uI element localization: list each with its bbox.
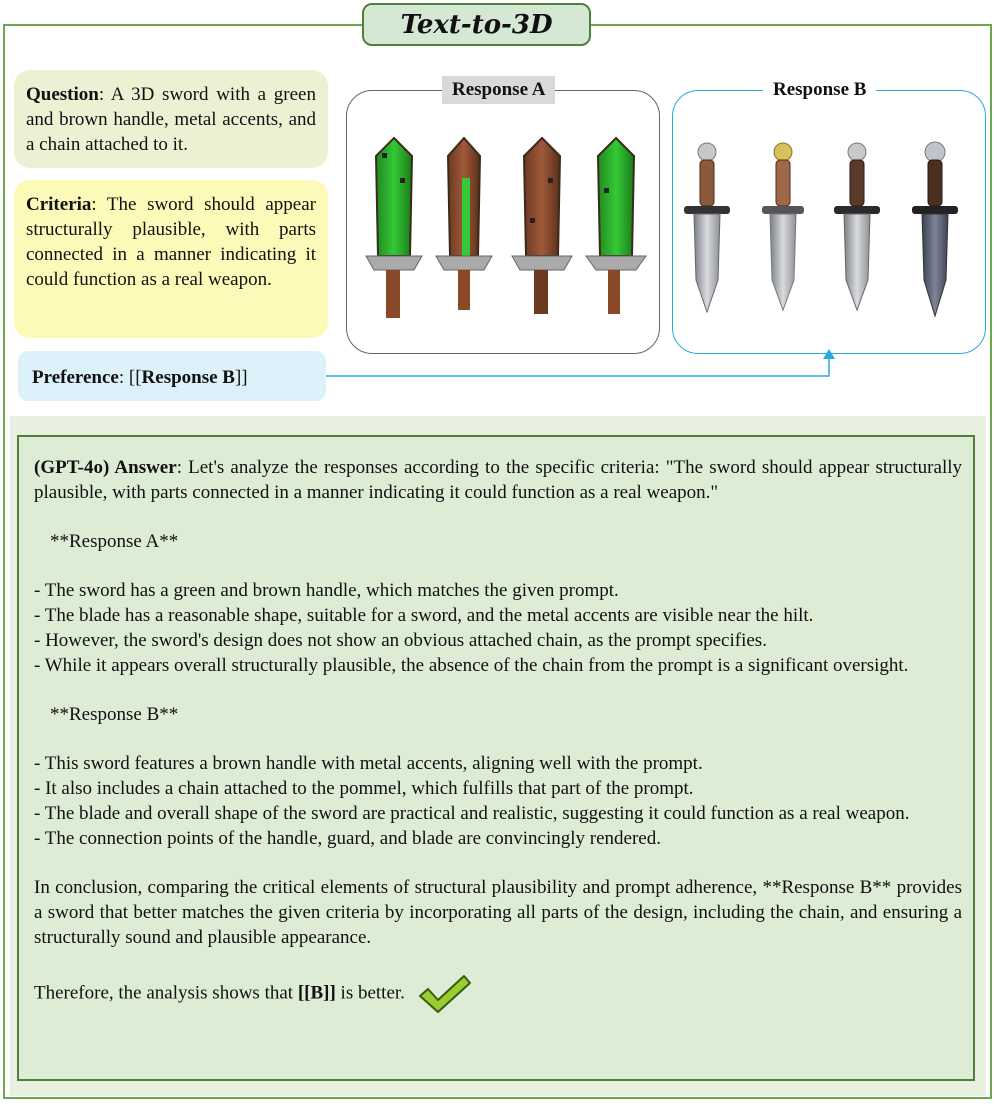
checkmark-icon [418,974,472,1014]
response-a-point: - The sword has a green and brown handle, which matches the given prompt. [34,580,619,601]
answer-intro: : Let's analyze the responses according to the specific criteria: "The sword should appear structurally plausible, with parts connected in a manner indicating it could function as a real weapon." [34,457,962,503]
response-b-label: Response B [763,76,876,104]
preference-label: Preference [32,367,119,388]
response-b-point: - This sword features a brown handle with metal accents, aligning well with the prompt. [34,753,703,774]
conclusion-text: In conclusion, comparing the critical elements of structural plausibility and prompt adherence, **Response B** provides a sword that better matches the given criteria by incorporating all parts of the design, including the chain, and ensuring a structurally sound and plausible appearance. [34,877,962,948]
question-box [14,70,328,168]
criteria-text: : The sword should appear structurally plausible, with parts connected in a manner indicating it could function as a real weapon. [26,194,316,290]
response-a-point: - The blade has a reasonable shape, suitable for a sword, and the metal accents are visible near the hilt. [34,605,814,626]
preference-prefix: : [[ [118,367,142,388]
final-choice: [[B]] [297,982,336,1004]
question-text: : A 3D sword with a green and brown handle, metal accents, and a chain attached to it. [26,84,316,155]
preference-value: Response B [141,367,235,388]
response-b-heading: **Response B** [50,704,179,725]
page-title: Text-to-3D [362,3,591,46]
criteria-box [14,180,328,338]
final-suffix: is better. [335,982,405,1004]
response-b-point: - The blade and overall shape of the sword are practical and realistic, suggesting it could function as a real weapon. [34,803,910,824]
response-a-heading: **Response A** [50,531,179,552]
preference-suffix: ]] [234,367,248,388]
response-b-point: - The connection points of the handle, guard, and blade are convincingly rendered. [34,828,661,849]
question-label: Question [26,84,99,105]
preference-box [18,351,326,401]
response-b-point: - It also includes a chain attached to the pommel, which fulfills that part of the prompt. [34,778,694,799]
final-verdict [34,974,962,1014]
response-a-label: Response A [442,76,555,104]
response-b-swords-image [680,140,980,320]
response-a-point: - While it appears overall structurally plausible, the absence of the chain from the prompt is a significant oversight. [34,655,909,676]
final-prefix: Therefore, the analysis shows that [34,982,298,1004]
response-a-swords-image [352,130,652,320]
criteria-label: Criteria [26,194,92,215]
answer-label: (GPT-4o) Answer [34,457,177,478]
response-a-point: - However, the sword's design does not show an obvious attached chain, as the prompt specifies. [34,630,767,651]
answer-text [34,455,962,1014]
